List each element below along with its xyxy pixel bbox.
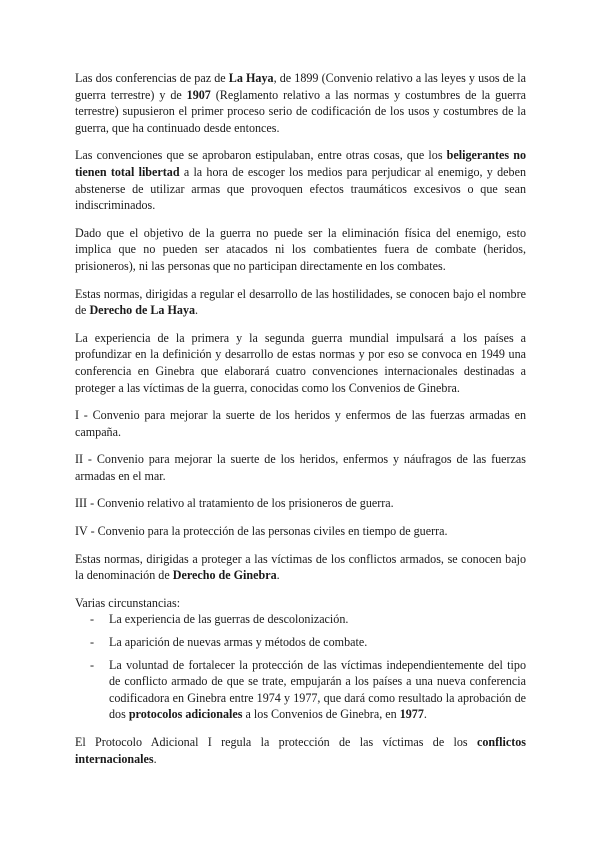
bold-beligerantes: beligerantes no tienen total libertad (75, 148, 526, 179)
list-item: - La experiencia de las guerras de descolonización. (109, 611, 526, 628)
bold-derecho-ginebra: Derecho de Ginebra (172, 568, 277, 583)
paragraph-derecho-ginebra: Estas normas, dirigidas a proteger a las víctimas de los conflictos armados, se conocen bajo la denominación de Derecho de Ginebra. (75, 551, 526, 583)
paragraph-la-haya-conferences: Las dos conferencias de paz de La Haya, de 1899 (Convenio relativo a las leyes y usos de la guerra terrestre) y de 1907 (Reglamento relativo a las normas y costumbres de la guerra terrestre) supusieron el primer proceso serio de codificación de los usos y costumbres de la guerra, que ha continuado desde entonces. (75, 71, 526, 135)
paragraph-objetivo-guerra: Dado que el objetivo de la guerra no puede ser la eliminación física del enemigo, esto implica que no pueden ser atacados ni los combatientes fuera de combate (heridos, prisioneros), ni las personas que no participan directamente en los combates. (75, 225, 526, 273)
paragraph-experiencia-guerras: La experiencia de la primera y la segunda guerra mundial impulsará a los países a profundizar en la definición y desarrollo de estas normas y por eso se convoca en 1949 una conferencia en Ginebra que elaborará cuatro convenciones internacionales destinadas a proteger a las víctimas de la guerra, conocidas como los Convenios de Ginebra. (75, 330, 526, 395)
convenio-iii: III - Convenio relativo al tratamiento de los prisioneros de guerra. (75, 496, 394, 511)
bold-conflictos-internacionales: conflictos internacionales (75, 735, 526, 766)
convenio-iv: IV - Convenio para la protección de las personas civiles en tiempo de guerra. (75, 524, 448, 539)
convenio-ii: II - Convenio para mejorar la suerte de los heridos, enfermos y náufragos de las fuerzas armadas en el mar. (75, 452, 526, 483)
bold-derecho-la-haya: Derecho de La Haya (89, 303, 196, 318)
bold-la-haya: La Haya (228, 71, 274, 85)
circunstancias-intro: Varias circunstancias: (75, 595, 181, 610)
circunstancias-list (75, 611, 526, 723)
paragraph-convenciones: Las convenciones que se aprobaron estipulaban, entre otras cosas, que los beligerantes no tienen total libertad a la hora de escoger los medios para perjudicar al enemigo, y deben abstenerse de utilizar armas que provoquen efectos traumáticos excesivos o que sean indiscriminados. (75, 148, 526, 213)
bold-1977: 1977 (399, 707, 424, 722)
bold-protocolos-adicionales: protocolos adicionales (128, 707, 243, 722)
bold-1907: 1907 (186, 87, 211, 102)
convenio-i: I - Convenio para mejorar la suerte de los heridos y enfermos de las fuerzas armadas en campaña. (75, 408, 526, 439)
list-item: - La aparición de nuevas armas y métodos de combate. (109, 634, 526, 651)
list-item: - La voluntad de fortalecer la protección de las víctimas independientemente del tipo de conflicto armado de que se trate, empujarán a los países a una nueva conferencia codificadora en Ginebra entre 1974 y 1977, que dará como resultado la aprobación de dos protocolos adicionales a los Convenios de Ginebra, en 1977. (109, 657, 526, 723)
paragraph-derecho-la-haya: Estas normas, dirigidas a regular el desarrollo de las hostilidades, se conocen bajo el nombre de Derecho de La Haya. (75, 286, 526, 318)
paragraph-protocolo-i: El Protocolo Adicional I regula la protección de las víctimas de los conflictos internacionales. (75, 735, 526, 766)
